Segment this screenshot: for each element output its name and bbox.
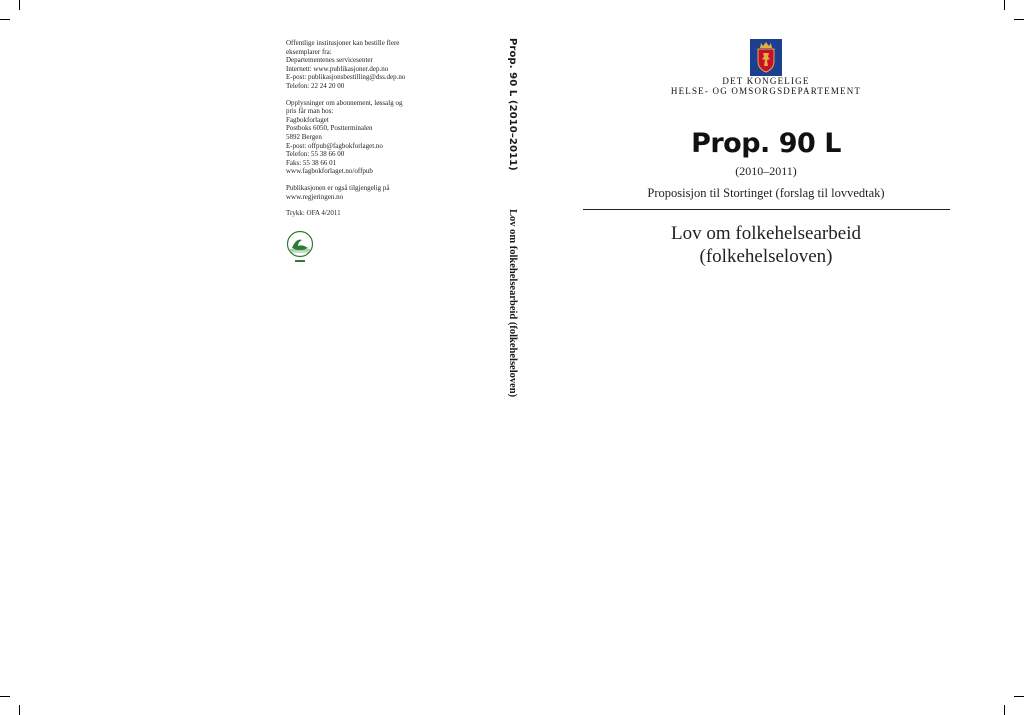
info-line: Departementenes servicesenter	[286, 56, 373, 65]
info-line: Opplysninger om abonnement, løssalg og	[286, 98, 403, 107]
info-line: Offentlige institusjoner kan bestille flere	[286, 39, 400, 47]
norwegian-coat-of-arms-icon	[750, 39, 782, 76]
proposition-subtitle: Proposisjon til Stortinget (forslag til lovvedtak)	[647, 186, 885, 200]
session-years: (2010–2011)	[735, 164, 797, 178]
info-line: Internett: www.publikasjoner.dep.no	[286, 64, 389, 73]
title-divider	[583, 209, 950, 210]
crop-mark	[1004, 0, 1005, 10]
swan-ecolabel-icon	[286, 230, 314, 266]
ordering-info	[286, 39, 456, 91]
crop-mark	[1004, 705, 1005, 715]
info-line: Telefon: 22 24 20 00	[286, 81, 345, 90]
info-line: E-post: offpub@fagbokforlaget.no	[286, 141, 383, 150]
crop-mark	[1014, 19, 1024, 20]
info-line: E-post: publikasjonsbestilling@dss.dep.no	[286, 73, 406, 82]
proposition-number: Prop. 90 L	[691, 128, 841, 159]
crop-mark	[19, 705, 20, 715]
info-line: Publikasjonen er også tilgjengelig på	[286, 183, 390, 192]
info-line: pris får man hos:	[286, 107, 334, 116]
spine-prop-number: Prop. 90 L (2010–2011)	[507, 38, 518, 171]
info-line: Faks: 55 38 66 01	[286, 158, 337, 167]
info-line: Telefon: 55 38 66 00	[286, 150, 345, 159]
document-title-line: (folkehelseloven)	[699, 246, 833, 267]
department-line: DET KONGELIGE	[722, 76, 810, 86]
crop-mark	[1014, 696, 1024, 697]
subscription-info	[286, 99, 456, 176]
crop-mark	[0, 696, 10, 697]
print-line: Trykk: OFA 4/2011	[286, 209, 341, 218]
crop-mark	[0, 19, 10, 20]
document-title	[586, 222, 946, 268]
info-line: Fagbokforlaget	[286, 115, 329, 124]
department-name	[640, 76, 892, 96]
back-cover-info	[286, 39, 456, 226]
print-info	[286, 209, 456, 218]
info-line: www.fagbokforlaget.no/offpub	[286, 167, 373, 176]
info-line: 5892 Bergen	[286, 132, 322, 141]
document-title-line: Lov om folkehelsearbeid	[671, 223, 861, 244]
crop-mark	[19, 0, 20, 10]
info-line: eksemplarer fra:	[286, 47, 332, 56]
online-info	[286, 184, 456, 201]
info-line: www.regjeringen.no	[286, 192, 344, 201]
spine-title: Lov om folkehelsearbeid (folkehelseloven)	[507, 209, 518, 398]
info-line: Postboks 6050, Postterminalen	[286, 124, 373, 133]
department-line: HELSE- OG OMSORGSDEPARTEMENT	[670, 86, 862, 96]
